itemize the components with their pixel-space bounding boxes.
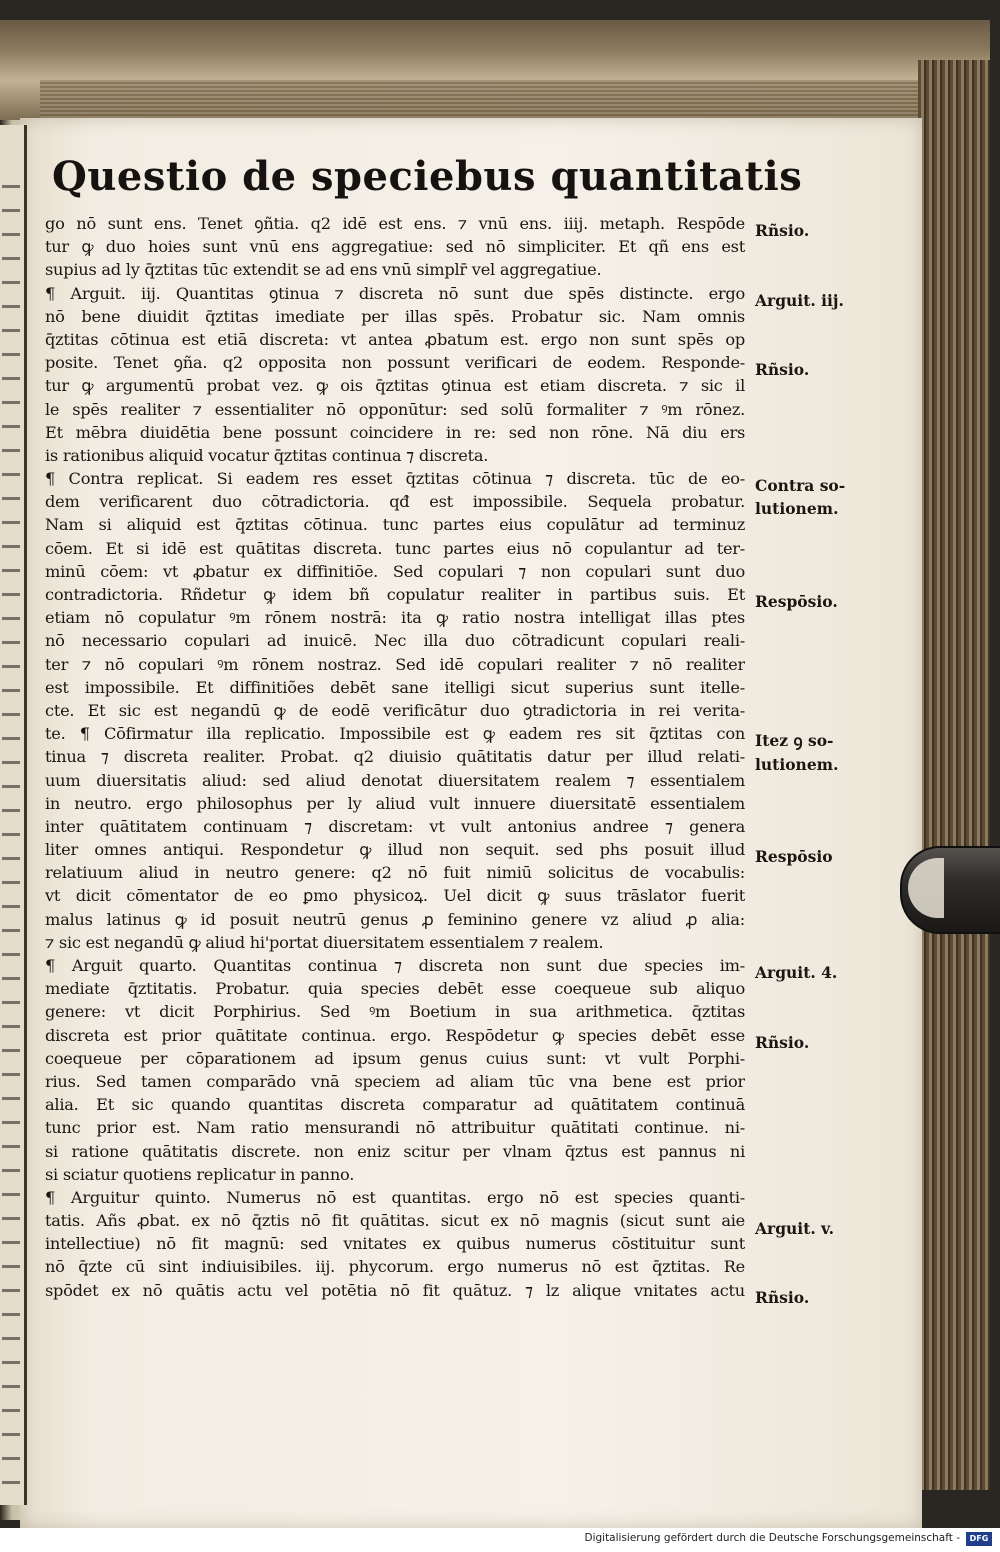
text-line: tur ꝙ argumentū probat vez. ꝙ ois q̄ztitas ꝯtinua est etiam discreta. ⁊ sic il bbox=[45, 376, 745, 396]
footer-credit: Digitalisierung gefördert durch die Deutsche Forschungsgemeinschaft - bbox=[584, 1532, 960, 1544]
text-line: est impossibile. Et diffinitiões debēt sane itelligi sicut superius sunt itelle- bbox=[45, 677, 745, 697]
text-line: tatis. Añs ꝓbat. ex nō q̄ztis nō fit quātitas. sicut ex nō magnis (sicut sunt aie bbox=[45, 1211, 745, 1231]
marginal-note: lutionem. bbox=[755, 754, 839, 774]
text-line: nō necessario copulari ad inuicē. Nec illa duo cōtradicunt copulari reali- bbox=[45, 631, 745, 651]
text-line: go nō sunt ens. Tenet ꝯñtia. q2 idē est ens. ⁊ vnū ens. iiij. metaph. Respōde bbox=[45, 214, 745, 233]
text-line: supius ad ly q̄ztitas tūc extendit se ad ens vnū simplr̄ vel aggregatiue. bbox=[45, 260, 602, 280]
text-line: posite. Tenet ꝯña. q2 opposita non possunt verificari de eodem. Responde- bbox=[45, 353, 745, 373]
text-line: etiam nō copulatur ꝰm rōnem nostrā: ita ꝙ ratio nostra intelligat illas ptes bbox=[45, 608, 745, 628]
text-line: ⁊ sic est negandū ꝙ aliud hi'portat diuersitatem essentialem ⁊ realem. bbox=[45, 932, 604, 952]
text-line: tunc prior est. Nam ratio mensurandi nō attribuitur quātitati continue. ni- bbox=[45, 1118, 745, 1138]
text-line: te. ¶ Cōfirmatur illa replicatio. Impossibile est ꝙ eadem res sit q̄ztitas con bbox=[45, 724, 745, 744]
marginal-note: Rñsio. bbox=[755, 221, 810, 240]
text-line: le spēs realiter ⁊ essentialiter nō opponūtur: sed solū formaliter ⁊ ꝰm rōnez. bbox=[45, 399, 745, 419]
text-line: spōdet ex nō quātis actu vel potētia nō fit quātuz. ⁊ lz alique vnitates actu bbox=[45, 1280, 745, 1300]
text-line: rius. Sed tamen comparādo vnā speciem ad aliam tūc vna bene est prior bbox=[45, 1071, 745, 1091]
text-line: uum diuersitatis aliud: sed aliud denotat diuersitatem realem ⁊ essentialem bbox=[45, 770, 745, 790]
marginal-note: Rñsio. bbox=[755, 1288, 810, 1308]
marginal-note: Arguit. v. bbox=[755, 1218, 834, 1238]
text-line: nō bene diuidit q̄ztitas imediate per illas spēs. Probatur sic. Nam omnis bbox=[45, 306, 745, 326]
text-line: inter quātitatem continuam ⁊ discretam: vt vult antonius andree ⁊ genera bbox=[45, 816, 745, 836]
body-text bbox=[45, 212, 745, 1302]
left-page-text-fragment bbox=[2, 185, 20, 1485]
text-line: in neutro. ergo philosophus per ly aliud vult innuere diuersitatē essentialem bbox=[45, 793, 745, 813]
text-line: vt dicit cōmentator de eo ꝑmo physicoꝝ. Uel dicit ꝙ suus trāslator fuerit bbox=[45, 886, 745, 906]
marginal-note: lutionem. bbox=[755, 499, 839, 519]
marginal-note: Rñsio. bbox=[755, 1033, 810, 1052]
text-line: si sciatur quotiens replicatur in panno. bbox=[45, 1164, 355, 1184]
marginal-note: Arguit. 4. bbox=[755, 963, 838, 983]
text-line: tur ꝙ duo hoies sunt vnū ens aggregatiue: sed nō simpliciter. Et qñ ens est bbox=[45, 237, 745, 257]
text-line: ter ⁊ nō copulari ꝰm rōnem nostraz. Sed idē copulari realiter ⁊ nō realiter bbox=[45, 654, 745, 674]
text-line: mediate q̄ztitatis. Probatur. quia species debēt esse coequeue sub aliquo bbox=[45, 979, 745, 999]
text-line: ¶ Arguitur quinto. Numerus nō est quantitas. ergo nō est species quanti- bbox=[45, 1187, 745, 1207]
text-line: intellectiue) nō fit magnū: sed vnitates ex quibus numerus cōstituitur sunt bbox=[45, 1234, 745, 1254]
text-line: alia. Et sic quando quantitas discreta comparatur ad quātitatem continuā bbox=[45, 1095, 745, 1115]
text-line: relatiuum aliud in neutro genere: q2 nō fuit nimiū solicitus de vocabulis: bbox=[45, 863, 745, 883]
text-line: Et mēbra diuidētia bene possunt coincidere in re: sed non rōne. Nā diu ers bbox=[45, 422, 745, 442]
dfg-logo: DFG bbox=[966, 1532, 992, 1546]
text-line: Nam si aliquid est q̄ztitas cōtinua. tunc partes eius copulātur ad terminuz bbox=[45, 515, 745, 535]
text-line: ¶ Contra replicat. Si eadem res esset q̄ztitas cōtinua ⁊ discreta. tūc de eo- bbox=[45, 469, 745, 489]
text-line: malus latinus ꝙ id posuit neutrū genus ꝓ feminino genere vz aliud ꝓ alia: bbox=[45, 909, 745, 929]
text-line: contradictoria. Rñdetur ꝙ idem bñ copulatur realiter in partibus suis. Et bbox=[45, 585, 745, 604]
text-line: q̄ztitas cōtinua est etiā discreta: vt antea ꝓbatum est. ergo non sunt spēs op bbox=[45, 329, 745, 349]
text-line: liter omnes antiqui. Respondetur ꝙ illud non sequit. sed phs posuit illud bbox=[45, 840, 745, 860]
page-heading: Questio de speciebus quantitatis bbox=[52, 153, 803, 200]
text-line: is rationibus aliquid vocatur q̄ztitas continua ⁊ discreta. bbox=[45, 445, 489, 465]
text-line: coequeue per cōparationem ad ipsum genus cuius sunt: vt vult Porphi- bbox=[45, 1048, 745, 1068]
left-page-fragment bbox=[0, 125, 27, 1505]
book-top-edge bbox=[0, 20, 990, 122]
text-line: tinua ⁊ discreta realiter. Probat. q2 diuisio quātitatis datur per illud relati- bbox=[45, 747, 745, 767]
text-line: ¶ Arguit. iij. Quantitas ꝯtinua ⁊ discreta nō sunt due spēs distincte. ergo bbox=[45, 283, 745, 303]
text-line: cōem. Et si idē est quātitas discreta. tunc partes eius nō copulantur ad ter- bbox=[45, 538, 745, 558]
text-line: minū cōem: vt ꝓbatur ex diffinitiōe. Sed copulari ⁊ non copulari sunt duo bbox=[45, 561, 745, 581]
marginal-note: Respōsio. bbox=[755, 592, 838, 612]
text-line: nō q̄zte cū sint indiuisibiles. iij. phycorum. ergo numerus nō est q̄ztitas. Re bbox=[45, 1257, 745, 1277]
marginal-note: Rñsio. bbox=[755, 360, 810, 380]
text-line: ¶ Arguit quarto. Quantitas continua ⁊ discreta non sunt due species im- bbox=[45, 956, 745, 975]
marginal-note: Contra so- bbox=[755, 476, 846, 496]
footer-bar bbox=[0, 1528, 1000, 1552]
text-line: cte. Et sic est negandū ꝙ de eodē verificātur duo ꝯtradictoria in rei verita- bbox=[45, 700, 745, 720]
book-right-edge bbox=[918, 60, 990, 1490]
marginal-note: Arguit. iij. bbox=[755, 290, 844, 310]
text-line: genere: vt dicit Porphirius. Sed ꝰm Boetium in sua arithmetica. q̄ztitas bbox=[45, 1002, 745, 1022]
text-line: discreta est prior quātitate continua. ergo. Respōdetur ꝙ species debēt esse bbox=[45, 1025, 745, 1045]
marginal-note: Itez ꝯ so- bbox=[755, 731, 834, 751]
text-line: dem verificarent duo cōtradictoria. qđ est impossibile. Sequela probatur. bbox=[45, 492, 745, 512]
marginal-note: Respōsio bbox=[755, 847, 833, 867]
text-line: si ratione quātitatis discrete. non eniz scitur per vlnam q̄ztus est pannus ni bbox=[45, 1141, 745, 1161]
